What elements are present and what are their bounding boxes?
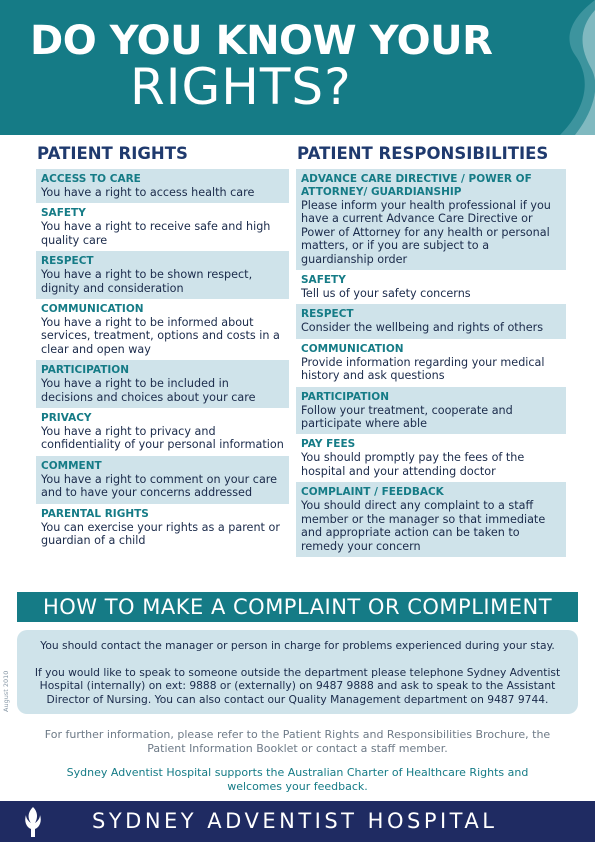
item-text: Tell us of your safety concerns bbox=[301, 287, 471, 301]
item-text: Please inform your health professional if you have a current Advance Care Directive or Power of Attorney for any health or personal matters, or if you are subject to a guardianship order bbox=[301, 199, 551, 266]
patient-rights-column bbox=[36, 140, 289, 552]
resp-item-communication bbox=[296, 339, 566, 387]
rights-item-respect bbox=[36, 251, 289, 299]
complaint-paragraph-1: You should contact the manager or person in charge for problems experienced during your stay. bbox=[40, 639, 555, 652]
footer-bar bbox=[0, 801, 595, 842]
item-title: SAFETY bbox=[41, 207, 86, 220]
flame-swoosh-graphic bbox=[515, 0, 595, 135]
item-title: ACCESS TO CARE bbox=[41, 173, 141, 185]
item-text: You have a right to receive safe and high quality care bbox=[41, 220, 271, 247]
item-title: COMMENT bbox=[41, 459, 102, 472]
resp-item-respect bbox=[296, 304, 566, 338]
date-side-note: August 2010 bbox=[2, 670, 10, 712]
item-title: ADVANCE CARE DIRECTIVE / POWER OF ATTORNEY/ GUARDIANSHIP bbox=[301, 173, 532, 198]
resp-item-safety bbox=[296, 270, 566, 304]
rights-item-parental bbox=[36, 504, 289, 552]
item-text: You have a right to be shown respect, dignity and consideration bbox=[41, 268, 253, 295]
item-title: PARENTAL RIGHTS bbox=[41, 507, 149, 520]
item-text: You have a right to access health care bbox=[41, 186, 255, 199]
rights-item-communication bbox=[36, 299, 289, 360]
item-text: You have a right to be informed about services, treatment, options and costs in a clear and open way bbox=[41, 316, 280, 356]
rights-item-access bbox=[36, 169, 289, 203]
item-title: RESPECT bbox=[41, 255, 94, 268]
patient-responsibilities-column bbox=[296, 140, 566, 557]
item-title: PARTICIPATION bbox=[41, 364, 129, 377]
item-text: You have a right to be included in decisions and choices about your care bbox=[41, 377, 256, 404]
rights-item-comment bbox=[36, 456, 289, 504]
item-text: You should promptly pay the fees of the hospital and your attending doctor bbox=[301, 451, 525, 478]
header-banner bbox=[0, 0, 595, 135]
item-text: Consider the wellbeing and rights of others bbox=[301, 321, 544, 335]
resp-item-complaint-feedback bbox=[296, 482, 566, 557]
item-title: PAY FEES bbox=[301, 438, 356, 451]
item-title: SAFETY bbox=[301, 274, 346, 287]
title-line-2: RIGHTS? bbox=[130, 58, 352, 116]
item-text: You should direct any complaint to a staff member or the manager so that immediate and appropriate action can be taken to remedy your concern bbox=[301, 499, 546, 553]
complaint-info-box bbox=[17, 630, 578, 714]
item-title: RESPECT bbox=[301, 308, 354, 321]
item-title: COMMUNICATION bbox=[41, 303, 144, 316]
item-text: Follow your treatment, cooperate and participate where able bbox=[301, 403, 513, 431]
rights-item-participation bbox=[36, 360, 289, 408]
item-title: PRIVACY bbox=[41, 412, 92, 425]
item-text: You have a right to privacy and confidentiality of your personal information bbox=[41, 425, 284, 452]
resp-item-participation bbox=[296, 387, 566, 435]
title-line-1: DO YOU KNOW YOUR bbox=[30, 18, 493, 64]
patient-rights-heading: PATIENT RIGHTS bbox=[37, 144, 188, 163]
item-text: Provide information regarding your medical history and ask questions bbox=[301, 355, 545, 383]
rights-item-safety bbox=[36, 203, 289, 251]
hospital-name: SYDNEY ADVENTIST HOSPITAL bbox=[92, 809, 498, 833]
item-title: COMMUNICATION bbox=[301, 342, 404, 355]
complaint-section-heading: HOW TO MAKE A COMPLAINT OR COMPLIMENT bbox=[17, 592, 578, 622]
item-title: COMPLAINT / FEEDBACK bbox=[301, 486, 444, 499]
flame-logo-icon bbox=[22, 805, 44, 839]
patient-responsibilities-heading: PATIENT RESPONSIBILITIES bbox=[297, 144, 549, 163]
item-title: PARTICIPATION bbox=[301, 390, 389, 403]
item-text: You have a right to comment on your care and to have your concerns addressed bbox=[41, 472, 278, 500]
further-information-text: For further information, please refer to the Patient Rights and Responsibilities Brochure, the Patient Information Booklet or contact a staff member. bbox=[44, 728, 551, 755]
item-text: You can exercise your rights as a parent or guardian of a child bbox=[41, 520, 280, 548]
rights-item-privacy bbox=[36, 408, 289, 456]
charter-support-text: Sydney Adventist Hospital supports the Australian Charter of Healthcare Rights and welcomes your feedback. bbox=[66, 766, 529, 793]
resp-item-pay-fees bbox=[296, 434, 566, 482]
resp-item-advance-care bbox=[296, 169, 566, 270]
complaint-paragraph-2: If you would like to speak to someone outside the department please telephone Sydney Adventist Hospital (internally) on ext: 9888 or (externally) on 9487 9888 and ask to speak to the Assistant Director of Nursing. You can also contact our Quality Management department on 9487 9744. bbox=[34, 665, 561, 706]
